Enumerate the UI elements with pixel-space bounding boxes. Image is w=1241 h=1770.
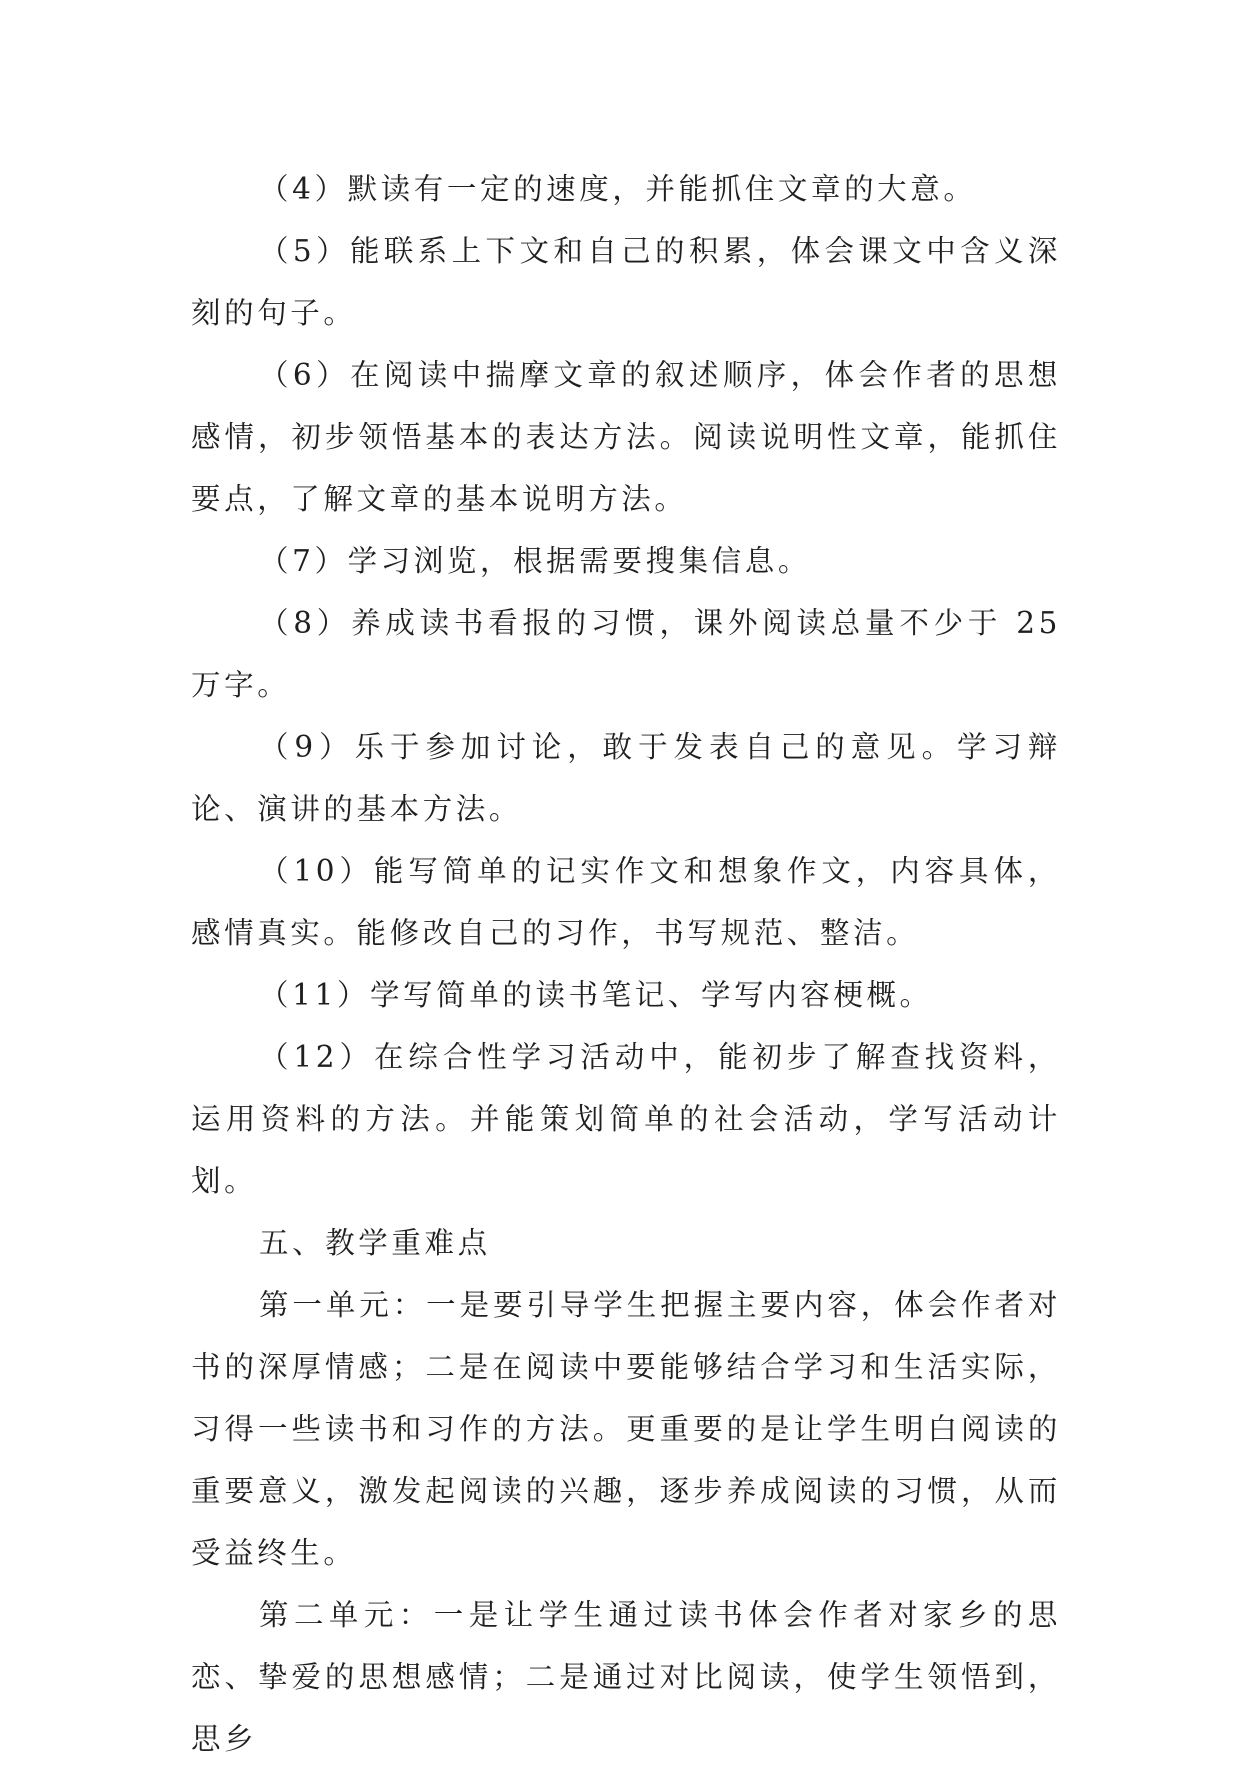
- paragraph-item-10: （10）能写简单的记实作文和想象作文，内容具体，感情真实。能修改自己的习作，书写规范、整洁。: [191, 854, 1061, 950]
- paragraph-item-9: （9）乐于参加讨论，敢于发表自己的意见。学习辩论、演讲的基本方法。: [191, 730, 1061, 826]
- paragraph-item-7: （7）学习浏览，根据需要搜集信息。: [259, 544, 811, 578]
- paragraph-unit-1: 第一单元：一是要引导学生把握主要内容，体会作者对书的深厚情感；二是在阅读中要能够结合学习和生活实际，习得一些读书和习作的方法。更重要的是让学生明白阅读的重要意义，激发起阅读的兴趣，逐步养成阅读的习惯，从而受益终生。: [191, 1288, 1061, 1570]
- paragraph-item-5: （5）能联系上下文和自己的积累，体会课文中含义深刻的句子。: [191, 234, 1061, 330]
- paragraph-item-8: （8）养成读书看报的习惯，课外阅读总量不少于 25 万字。: [191, 606, 1061, 702]
- paragraph-item-12: （12）在综合性学习活动中，能初步了解查找资料，运用资料的方法。并能策划简单的社会活动，学写活动计划。: [191, 1040, 1061, 1198]
- paragraph-item-6: （6）在阅读中揣摩文章的叙述顺序，体会作者的思想感情，初步领悟基本的表达方法。阅读说明性文章，能抓住要点，了解文章的基本说明方法。: [191, 358, 1061, 516]
- paragraph-item-11: （11）学写简单的读书笔记、学写内容梗概。: [259, 978, 933, 1012]
- paragraph-item-4: （4）默读有一定的速度，并能抓住文章的大意。: [259, 172, 977, 206]
- document-body: [191, 158, 1061, 1770]
- section-heading: 五、教学重难点: [259, 1226, 491, 1260]
- paragraph-unit-2: 第二单元：一是让学生通过读书体会作者对家乡的思恋、挚爱的思想感情；二是通过对比阅读，使学生领悟到，思乡: [191, 1598, 1061, 1756]
